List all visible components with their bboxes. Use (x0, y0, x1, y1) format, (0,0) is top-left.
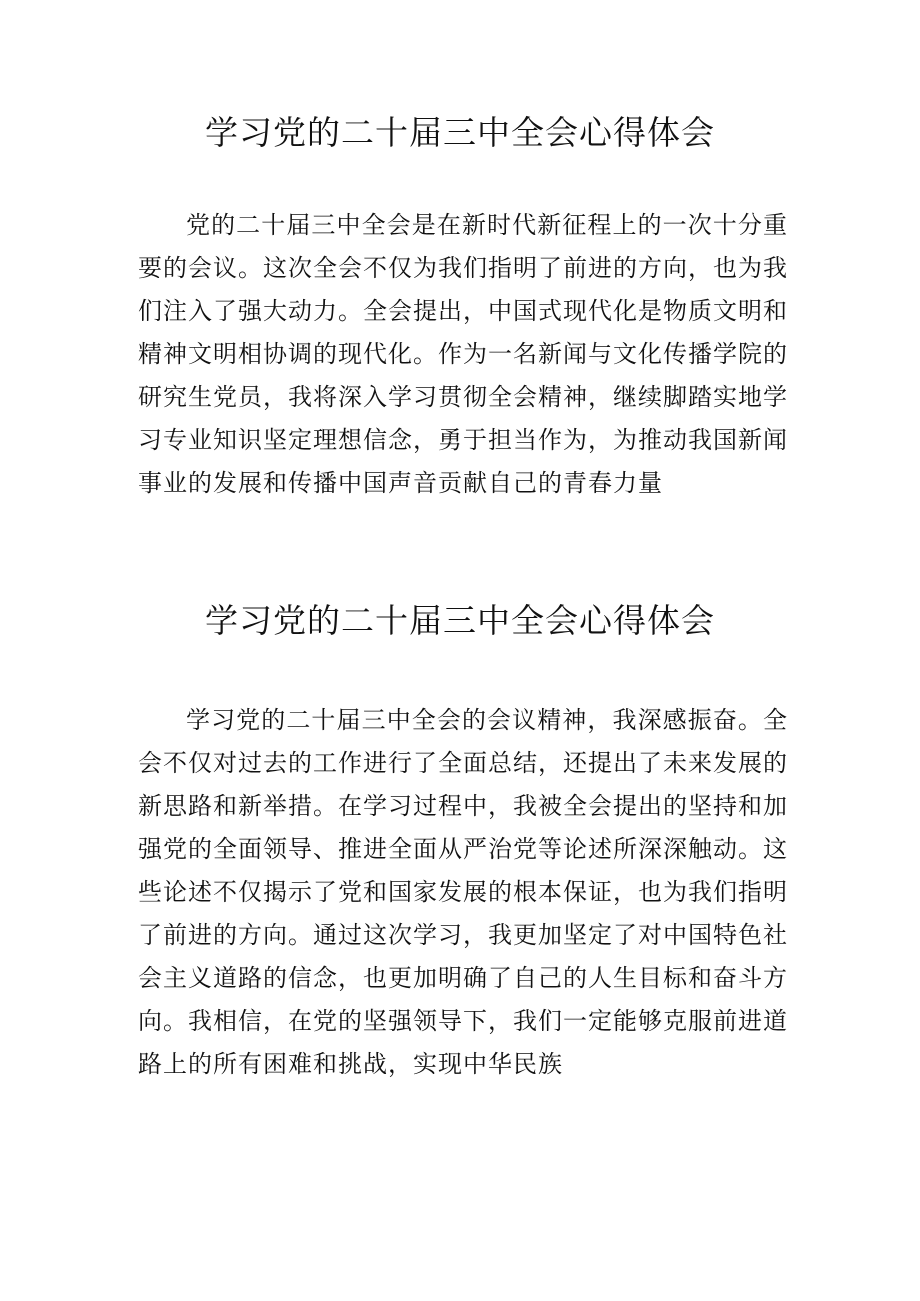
essay-section-2 (0, 596, 920, 1086)
essay-title-1: 学习党的二十届三中全会心得体会 (205, 113, 715, 152)
essay-section-1 (0, 108, 920, 505)
essay-title-2: 学习党的二十届三中全会心得体会 (205, 601, 715, 640)
essay-paragraph-2: 学习党的二十届三中全会的会议精神，我深感振奋。全会不仅对过去的工作进行了全面总结，还提出了未来发展的新思路和新举措。在学习过程中，我被全会提出的坚持和加强党的全面领导、推进全面从严治党等论述所深深触动。这些论述不仅揭示了党和国家发展的根本保证，也为我们指明了前进的方向。通过这次学习，我更加坚定了对中国特色社会主义道路的信念，也更加明确了自己的人生目标和奋斗方向。我相信，在党的坚强领导下，我们一定能够克服前进道路上的所有困难和挑战，实现中华民族 (138, 706, 788, 1078)
essay-paragraph-1: 党的二十届三中全会是在新时代新征程上的一次十分重要的会议。这次全会不仅为我们指明了前进的方向，也为我们注入了强大动力。全会提出，中国式现代化是物质文明和精神文明相协调的现代化。作为一名新闻与文化传播学院的研究生党员，我将深入学习贯彻全会精神，继续脚踏实地学习专业知识坚定理想信念，勇于担当作为，为推动我国新闻事业的发展和传播中国声音贡献自己的青春力量 (138, 211, 788, 497)
